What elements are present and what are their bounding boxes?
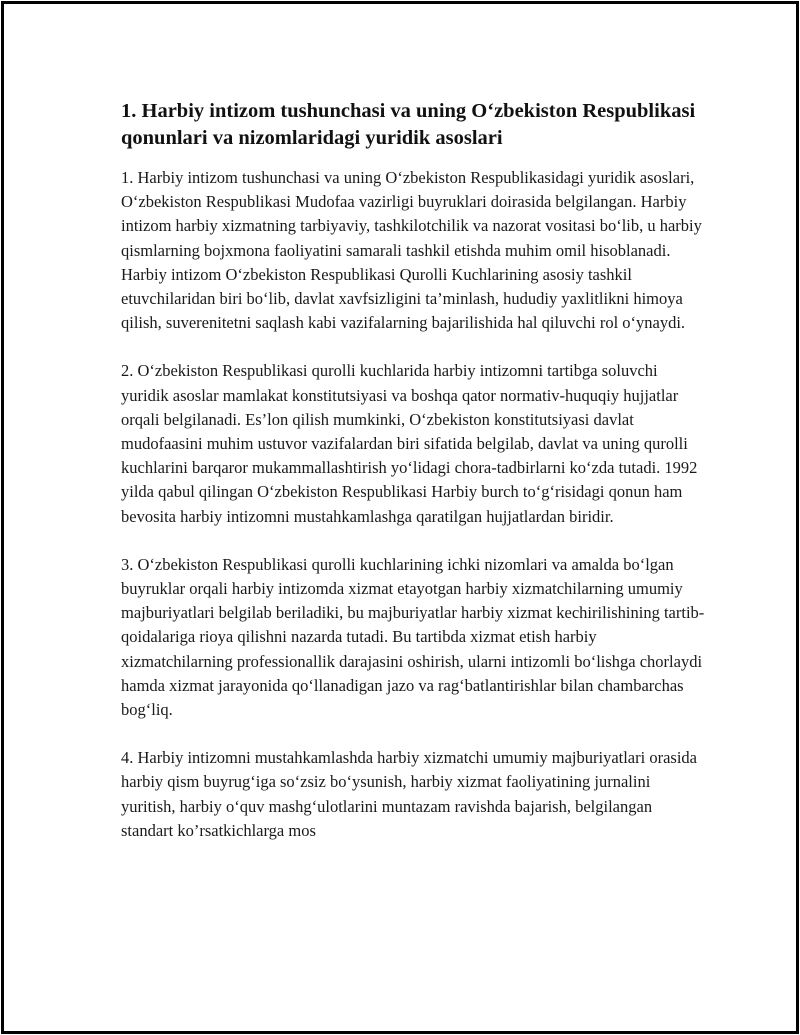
document-body bbox=[121, 98, 706, 867]
paragraph-3: 3. O‘zbekiston Respublikasi qurolli kuchlarining ichki nizomlari va amalda bo‘lgan buyruklar orqali harbiy intizomda xizmat etayotgan harbiy xizmatchilarning umumiy majburiyatlari belgilab beriladiki, bu majburiyatlar harbiy xizmat kechirilishining tartib-qoidalariga rioya qilishni nazarda tutadi. Bu tartibda xizmat etish harbiy xizmatchilarning professionallik darajasini oshirish, ularni intizomli bo‘lishga chorlaydi hamda xizmat jarayonida qo‘llanadigan jazo va rag‘batlantirishlar bilan chambarchas bog‘liq. bbox=[121, 554, 705, 720]
paragraph-4: 4. Harbiy intizomni mustahkamlashda harbiy xizmatchi umumiy majburiyatlari orasida harbiy qism buyrug‘iga so‘zsiz bo‘ysunish, harbiy xizmat faoliyatining jurnalini yuritish, harbiy o‘quv mashg‘ulotlarini muntazam ravishda bajarish, belgilangan standart ko’rsatkichlarga mos bbox=[121, 748, 697, 840]
document-title: 1. Harbiy intizom tushunchasi va uning O‘zbekiston Respublikasi qonunlari va nizomlaridagi yuridik asoslari bbox=[121, 100, 696, 149]
paragraph-2: 2. O‘zbekiston Respublikasi qurolli kuchlarida harbiy intizomni tartibga soluvchi yuridik asoslar mamlakat konstitutsiyasi va boshqa qator normativ-huquqiy hujjatlar orqali belgilanadi. Es’lon qilish mumkinki, O‘zbekiston konstitutsiyasi davlat mudofaasini muhim ustuvor vazifalardan biri sifatida belgilab, davlat va uning qurolli kuchlarini barqaror mukammallashtirish yo‘lidagi chora-tadbirlarni ko‘zda tutadi. 1992 yilda qabul qilingan O‘zbekiston Respublikasi Harbiy burch to‘g‘risidagi qonun ham bevosita harbiy intizomni mustahkamlashga qaratilgan hujjatlardan biridir. bbox=[121, 361, 698, 526]
paragraph-1: 1. Harbiy intizom tushunchasi va uning O‘zbekiston Respublikasidagi yuridik asoslari, O‘zbekiston Respublikasi Mudofaa vazirligi buyruklari doirasida belgilangan. Harbiy intizom harbiy xizmatning tarbiyaviy, tashkilotchilik va nazorat vositasi bo‘lib, u harbiy qismlarning bojxmona faoliyatini samarali tashkil etishda muhim omil hisoblanadi. Harbiy intizom O‘zbekiston Respublikasi Qurolli Kuchlarining asosiy tashkil etuvchilaridan biri bo‘lib, davlat xavfsizligini ta’minlash, hududiy yaxlitlikni himoya qilish, suverenitetni saqlash kabi vazifalarning bajarilishida hal qiluvchi rol o‘ynaydi. bbox=[121, 168, 702, 333]
page-border bbox=[1, 1, 799, 1034]
